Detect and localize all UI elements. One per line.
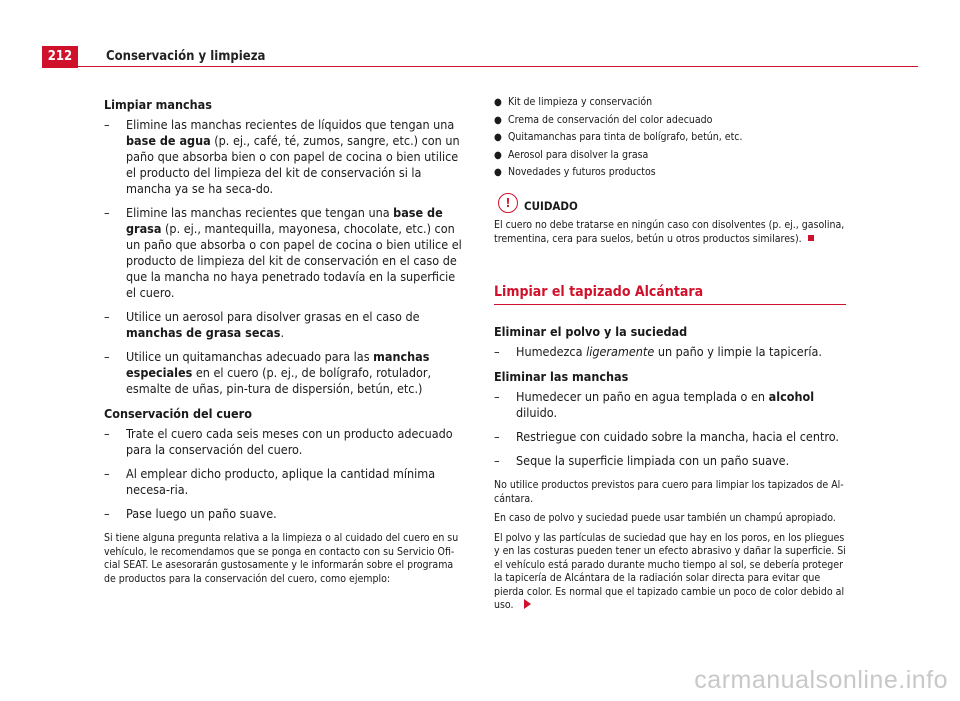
chapter-title: Conservación y limpieza bbox=[106, 49, 266, 64]
note-productos-cuero: No utilice productos previstos para cuero para limpiar los tapizados de Al-cántara. bbox=[494, 479, 844, 505]
heading-limpiar-manchas: Limpiar manchas bbox=[104, 97, 212, 112]
header-divider bbox=[42, 66, 918, 67]
step-humedecer-pano: – Humedezca ligeramente un paño y limpie la tapicería. bbox=[494, 344, 822, 359]
caution-title: CUIDADO bbox=[524, 199, 578, 213]
heading-eliminar-manchas: Eliminar las manchas bbox=[494, 369, 629, 384]
list-item: ● Quitamanchas para tinta de bolígrafo, betún, etc. bbox=[494, 131, 743, 143]
caution-header bbox=[494, 193, 846, 219]
step-agua-alcohol: – Humedecer un paño en agua templada o en alcohol diluido. bbox=[494, 389, 815, 420]
note-servicio-oficial: Si tiene alguna pregunta relativa a la limpieza o al cuidado del cuero en su vehículo, le recomendamos que se ponga en contacto con su Servicio Ofi-cial SEAT. Le asesorarán gustosamente y le informarán sobre el programa de productos para la conservación del cuero, como ejemplo: bbox=[104, 532, 459, 585]
step-base-agua: – Elimine las manchas recientes de líquidos que tengan una base de agua (p. ej., café, té, zumos, sangre, etc.) con un paño que absorba bien o con papel de cocina o bien utilice el producto del limpieza del kit de conservación si la mancha ya se ha seca-do. bbox=[104, 117, 460, 196]
step-restriegue: – Restriegue con cuidado sobre la mancha, hacia el centro. bbox=[494, 429, 839, 444]
step-base-grasa: – Elimine las manchas recientes que tengan una base de grasa (p. ej., mantequilla, mayonesa, chocolate, etc.) con un paño que absorba o con papel de cocina o bien utilice el producto de limpieza del kit de conservación en el caso de que la mancha no haya penetrado todavía en la superficie el cuero. bbox=[104, 205, 462, 300]
caution-text: El cuero no debe tratarse en ningún caso con disolventes (p. ej., gasolina, trementina, cera para suelos, betún u otros productos similares). bbox=[494, 219, 845, 245]
product-list bbox=[494, 96, 846, 179]
section-title-alcantara: Limpiar el tapizado Alcántara bbox=[494, 282, 846, 305]
list-item: ● Novedades y futuros productos bbox=[494, 166, 656, 178]
left-column bbox=[104, 96, 466, 586]
list-item: ● Crema de conservación del color adecuado bbox=[494, 113, 713, 126]
step-cantidad-minima: – Al emplear dicho producto, aplique la cantidad mínima necesa-ria. bbox=[104, 466, 436, 497]
list-item: ● Aerosol para disolver la grasa bbox=[494, 148, 649, 161]
exclamation-icon: ! bbox=[498, 193, 518, 213]
continue-arrow-icon bbox=[524, 599, 531, 609]
section-end-icon bbox=[808, 235, 814, 241]
list-item: ● Kit de limpieza y conservación bbox=[494, 96, 653, 108]
page-number: 212 bbox=[47, 49, 73, 64]
step-pano-suave: – Pase luego un paño suave. bbox=[104, 506, 277, 521]
step-tratar-cuero: – Trate el cuero cada seis meses con un producto adecuado para la conservación del cuero. bbox=[104, 426, 453, 457]
step-aerosol: – Utilice un aerosol para disolver grasas en el caso de manchas de grasa secas. bbox=[104, 309, 420, 340]
watermark: carmanualsonline.info bbox=[694, 666, 948, 694]
right-column bbox=[494, 96, 846, 613]
note-champu: En caso de polvo y suciedad puede usar también un champú apropiado. bbox=[494, 512, 836, 524]
heading-polvo-suciedad: Eliminar el polvo y la suciedad bbox=[494, 324, 688, 339]
note-proteger-tapiceria: El polvo y las partículas de suciedad que hay en los poros, en los pliegues y en las costuras pueden tener un efecto abrasivo y dañar la superficie. Si el vehículo está parado durante mucho tiempo al sol, se debería proteger la tapicería de Alcántara de la radiación solar directa para evitar que pierda color. Es normal que el tapizado cambie un poco de color debido al uso. bbox=[494, 531, 846, 611]
step-quitamanchas: – Utilice un quitamanchas adecuado para las manchas especiales en el cuero (p. ej., de bolígrafo, rotulador, esmalte de uñas, pin-tura de dispersión, betún, etc.) bbox=[104, 349, 432, 396]
heading-conservacion-cuero: Conservación del cuero bbox=[104, 406, 252, 421]
step-seque: – Seque la superficie limpiada con un paño suave. bbox=[494, 453, 790, 468]
